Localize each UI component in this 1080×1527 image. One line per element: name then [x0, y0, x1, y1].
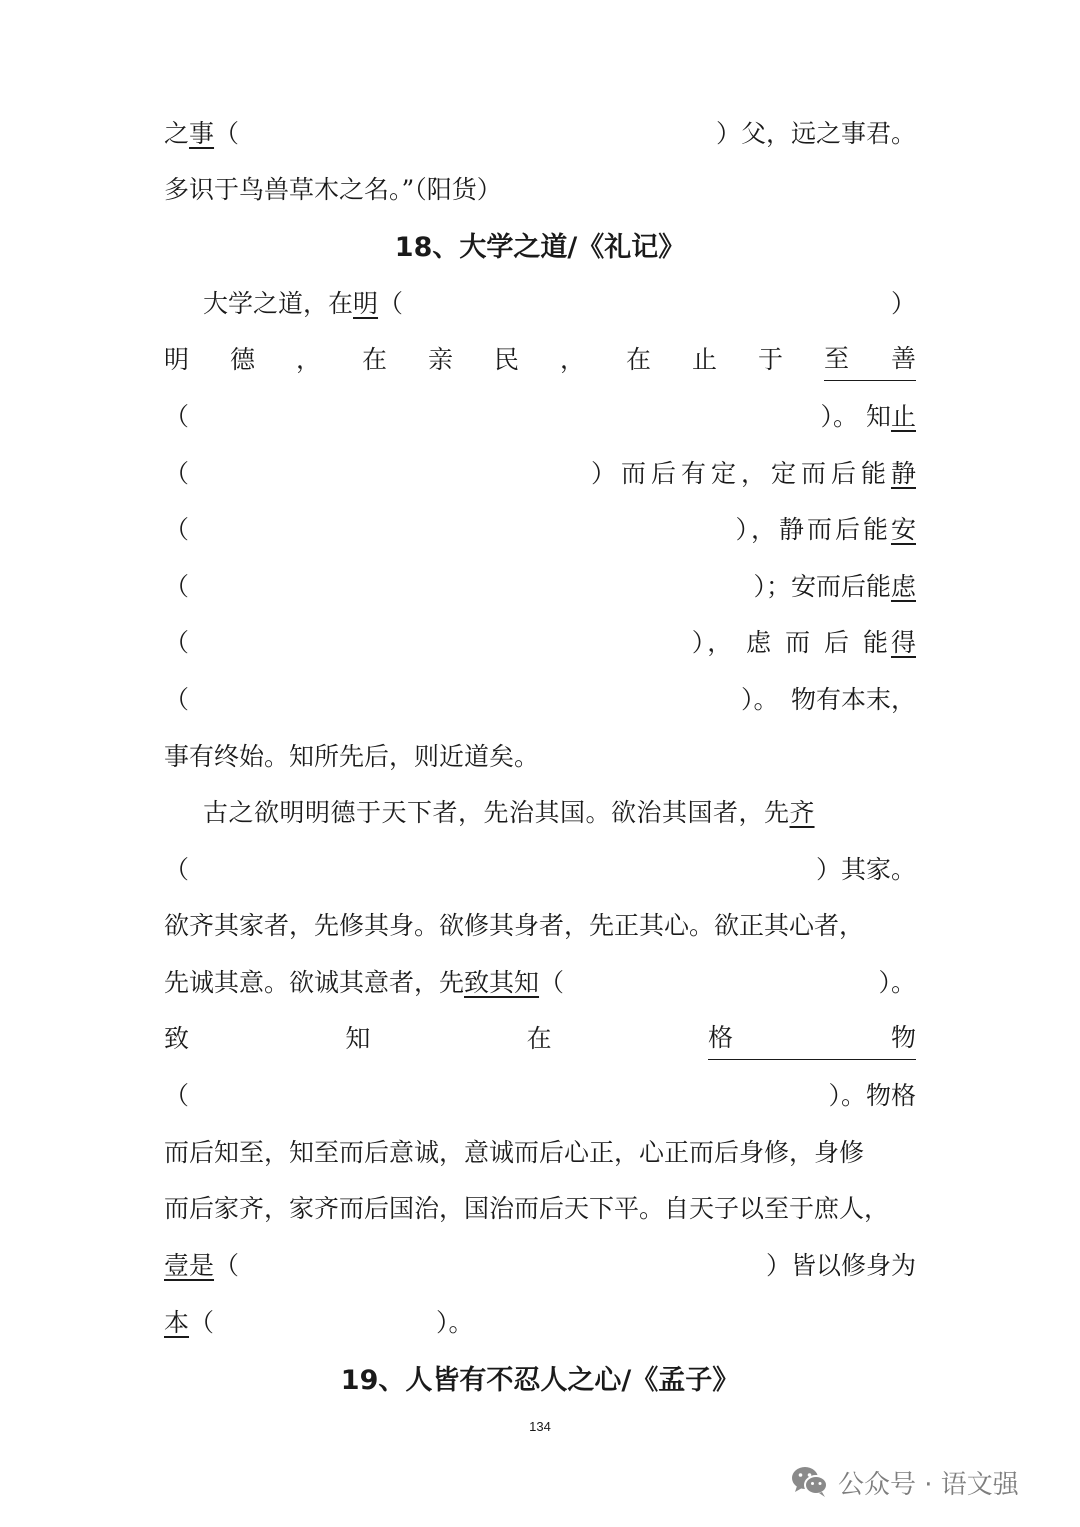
underlined-keyword: 静 [890, 459, 916, 488]
text-line: （ ）其家。 [164, 855, 916, 884]
section-heading: 19、人皆有不忍人之心/《孟子》 [340, 1365, 740, 1396]
text-line: （ ）， 虑 而 后 能 得 [164, 623, 916, 663]
underlined-keyword: 明 [353, 289, 379, 318]
underlined-keyword: 至 善 [824, 339, 916, 381]
text-line: （ ）。 物有本末， [164, 685, 916, 714]
text-line: （ ）；安而后能 虑 [164, 567, 916, 607]
text-line: 而后知至，知至而后意诚，意诚而后心正，心正而后身修，身修 [164, 1138, 865, 1167]
underlined-keyword: 齐 [789, 798, 815, 827]
underlined-keyword: 止 [890, 402, 916, 431]
underlined-keyword: 本 [164, 1308, 190, 1337]
underlined-keyword: 得 [890, 628, 916, 657]
text-line: 古之欲明明德于天下者，先治其国。欲治其国者，先 齐 [164, 793, 916, 833]
watermark [790, 1462, 1019, 1502]
text-line: 致 知 在 格 物 [164, 1019, 916, 1059]
text-line: 事有终始。知所先后，则近道矣。 [164, 742, 540, 771]
section-heading: 18、大学之道/《礼记》 [394, 232, 686, 263]
page-number: 134 [529, 1419, 551, 1434]
underlined-keyword: 安 [890, 515, 916, 544]
underlined-keyword: 虑 [890, 572, 916, 601]
text-line: （ ），静而后能 安 [164, 510, 916, 550]
underlined-keyword: 致其知 [464, 968, 540, 997]
underlined-keyword: 格 物 [708, 1018, 916, 1060]
wechat-icon [790, 1465, 830, 1499]
text-line: 欲齐其家者，先修其身。欲修其身者，先正其心。欲正其心者， [164, 911, 865, 940]
watermark-text: 公众号 · 语文强 [838, 1469, 1019, 1500]
text-line: 本 （ ）。 [164, 1303, 916, 1343]
text-line: 多识于鸟兽草木之名。”（阳货） [164, 175, 502, 204]
text-line: 壹是 （ ）皆以修身为 [164, 1246, 916, 1286]
text-line: 先诚其意。欲诚其意者，先 致其知 （ ）。 [164, 963, 916, 1003]
text-line: （ ）。物格 [164, 1081, 916, 1110]
text-line: （ ）而后有定，定而后能 静 [164, 454, 916, 494]
text-line: 而后家齐，家齐而后国治，国治而后天下平。自天子以至于庶人， [164, 1194, 890, 1223]
text-line: 大学之道，在 明 （ ） [164, 284, 916, 324]
text-line: 之 事 （ ）父，远之事君。 [164, 114, 916, 154]
open-paren: （ [214, 119, 240, 148]
underlined-keyword: 事 [189, 119, 215, 148]
underlined-keyword: 壹是 [164, 1251, 215, 1280]
text-line: （ ）。 知 止 [164, 397, 916, 437]
text-line: 明 德 ， 在 亲 民 ， 在 止 于 至 善 [164, 340, 916, 380]
